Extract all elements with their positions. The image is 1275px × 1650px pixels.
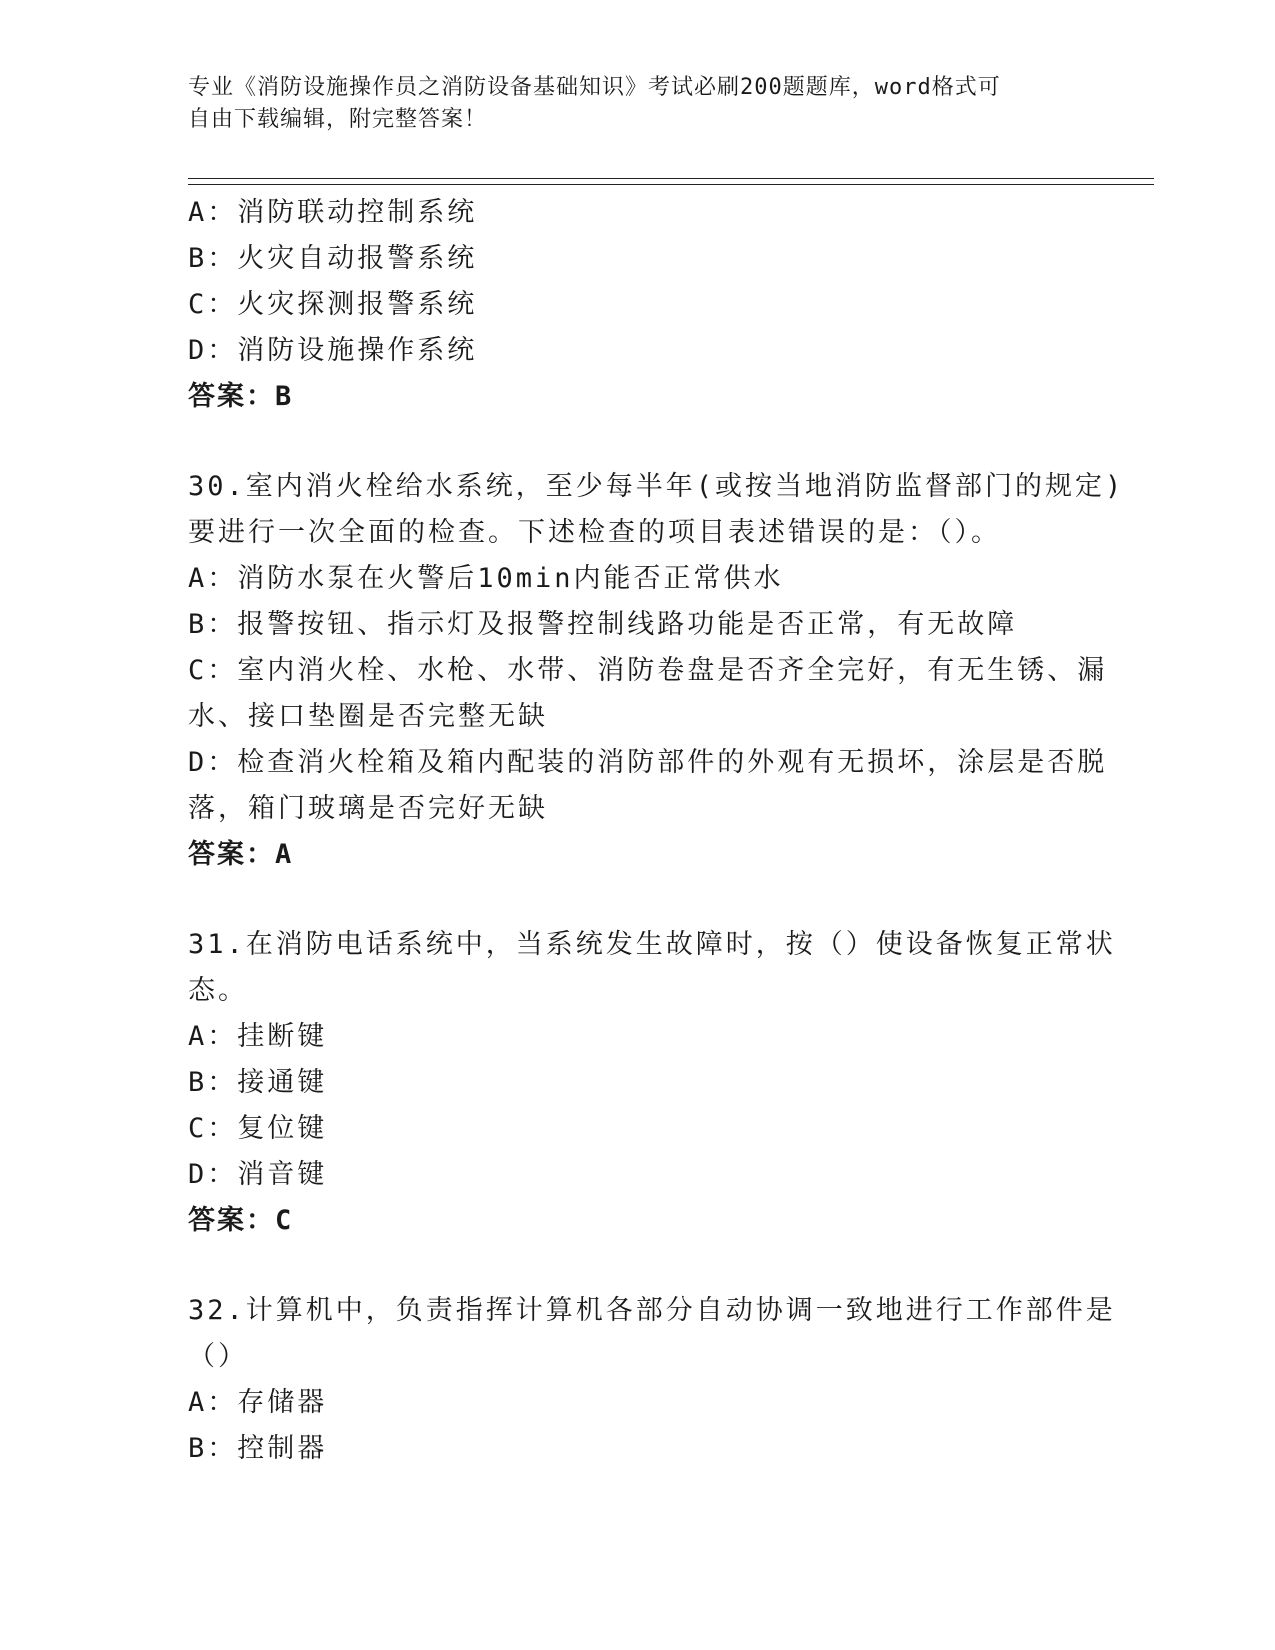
- option-b: B：控制器: [188, 1433, 328, 1464]
- option-a: A：存储器: [188, 1387, 328, 1418]
- answer-line: 答案：C: [188, 1205, 294, 1236]
- option-a: A：挂断键: [188, 1021, 328, 1052]
- option-d: D：消防设施操作系统: [188, 335, 478, 366]
- option-a: A：消防联动控制系统: [188, 197, 478, 228]
- option-c: C：复位键: [188, 1113, 328, 1144]
- header-divider-bottom: [188, 184, 1154, 185]
- answer-line: 答案：B: [188, 381, 294, 412]
- question-stem-line: 31.在消防电话系统中，当系统发生故障时，按（）使设备恢复正常状: [188, 929, 1116, 960]
- question-spacer: [188, 1244, 1088, 1288]
- option-c: C：火灾探测报警系统: [188, 289, 478, 320]
- option-c-continued: 水、接口垫圈是否完整无缺: [188, 701, 548, 732]
- question-stem-line: 32.计算机中，负责指挥计算机各部分自动协调一致地进行工作部件是: [188, 1295, 1116, 1326]
- question-content: [188, 190, 1125, 1472]
- option-a: A：消防水泵在火警后10min内能否正常供水: [188, 563, 784, 594]
- question-29: [188, 190, 1088, 420]
- option-d-continued: 落，箱门玻璃是否完好无缺: [188, 793, 548, 824]
- document-header: [188, 72, 1088, 136]
- question-stem-line: （）: [188, 1341, 248, 1372]
- question-spacer: [188, 878, 1088, 922]
- answer-line: 答案：A: [188, 839, 294, 870]
- header-divider-top: [188, 178, 1154, 179]
- question-32: [188, 1288, 1116, 1472]
- header-line-2: 自由下载编辑，附完整答案！: [188, 107, 488, 132]
- option-b: B：火灾自动报警系统: [188, 243, 478, 274]
- option-b: B：接通键: [188, 1067, 328, 1098]
- question-stem-line: 30.室内消火栓给水系统，至少每半年(或按当地消防监督部门的规定): [188, 471, 1125, 502]
- question-spacer: [188, 420, 1088, 464]
- question-stem-line: 态。: [188, 975, 248, 1006]
- question-stem-line: 要进行一次全面的检查。下述检查的项目表述错误的是：（）。: [188, 517, 1001, 548]
- option-d: D：检查消火栓箱及箱内配装的消防部件的外观有无损坏，涂层是否脱: [188, 747, 1108, 778]
- option-d: D：消音键: [188, 1159, 328, 1190]
- header-line-1: 专业《消防设施操作员之消防设备基础知识》考试必刷200题题库，word格式可: [188, 75, 1001, 100]
- option-b: B：报警按钮、指示灯及报警控制线路功能是否正常，有无故障: [188, 609, 1018, 640]
- question-31: [188, 922, 1116, 1244]
- question-30: [188, 464, 1125, 878]
- option-c: C：室内消火栓、水枪、水带、消防卷盘是否齐全完好，有无生锈、漏: [188, 655, 1108, 686]
